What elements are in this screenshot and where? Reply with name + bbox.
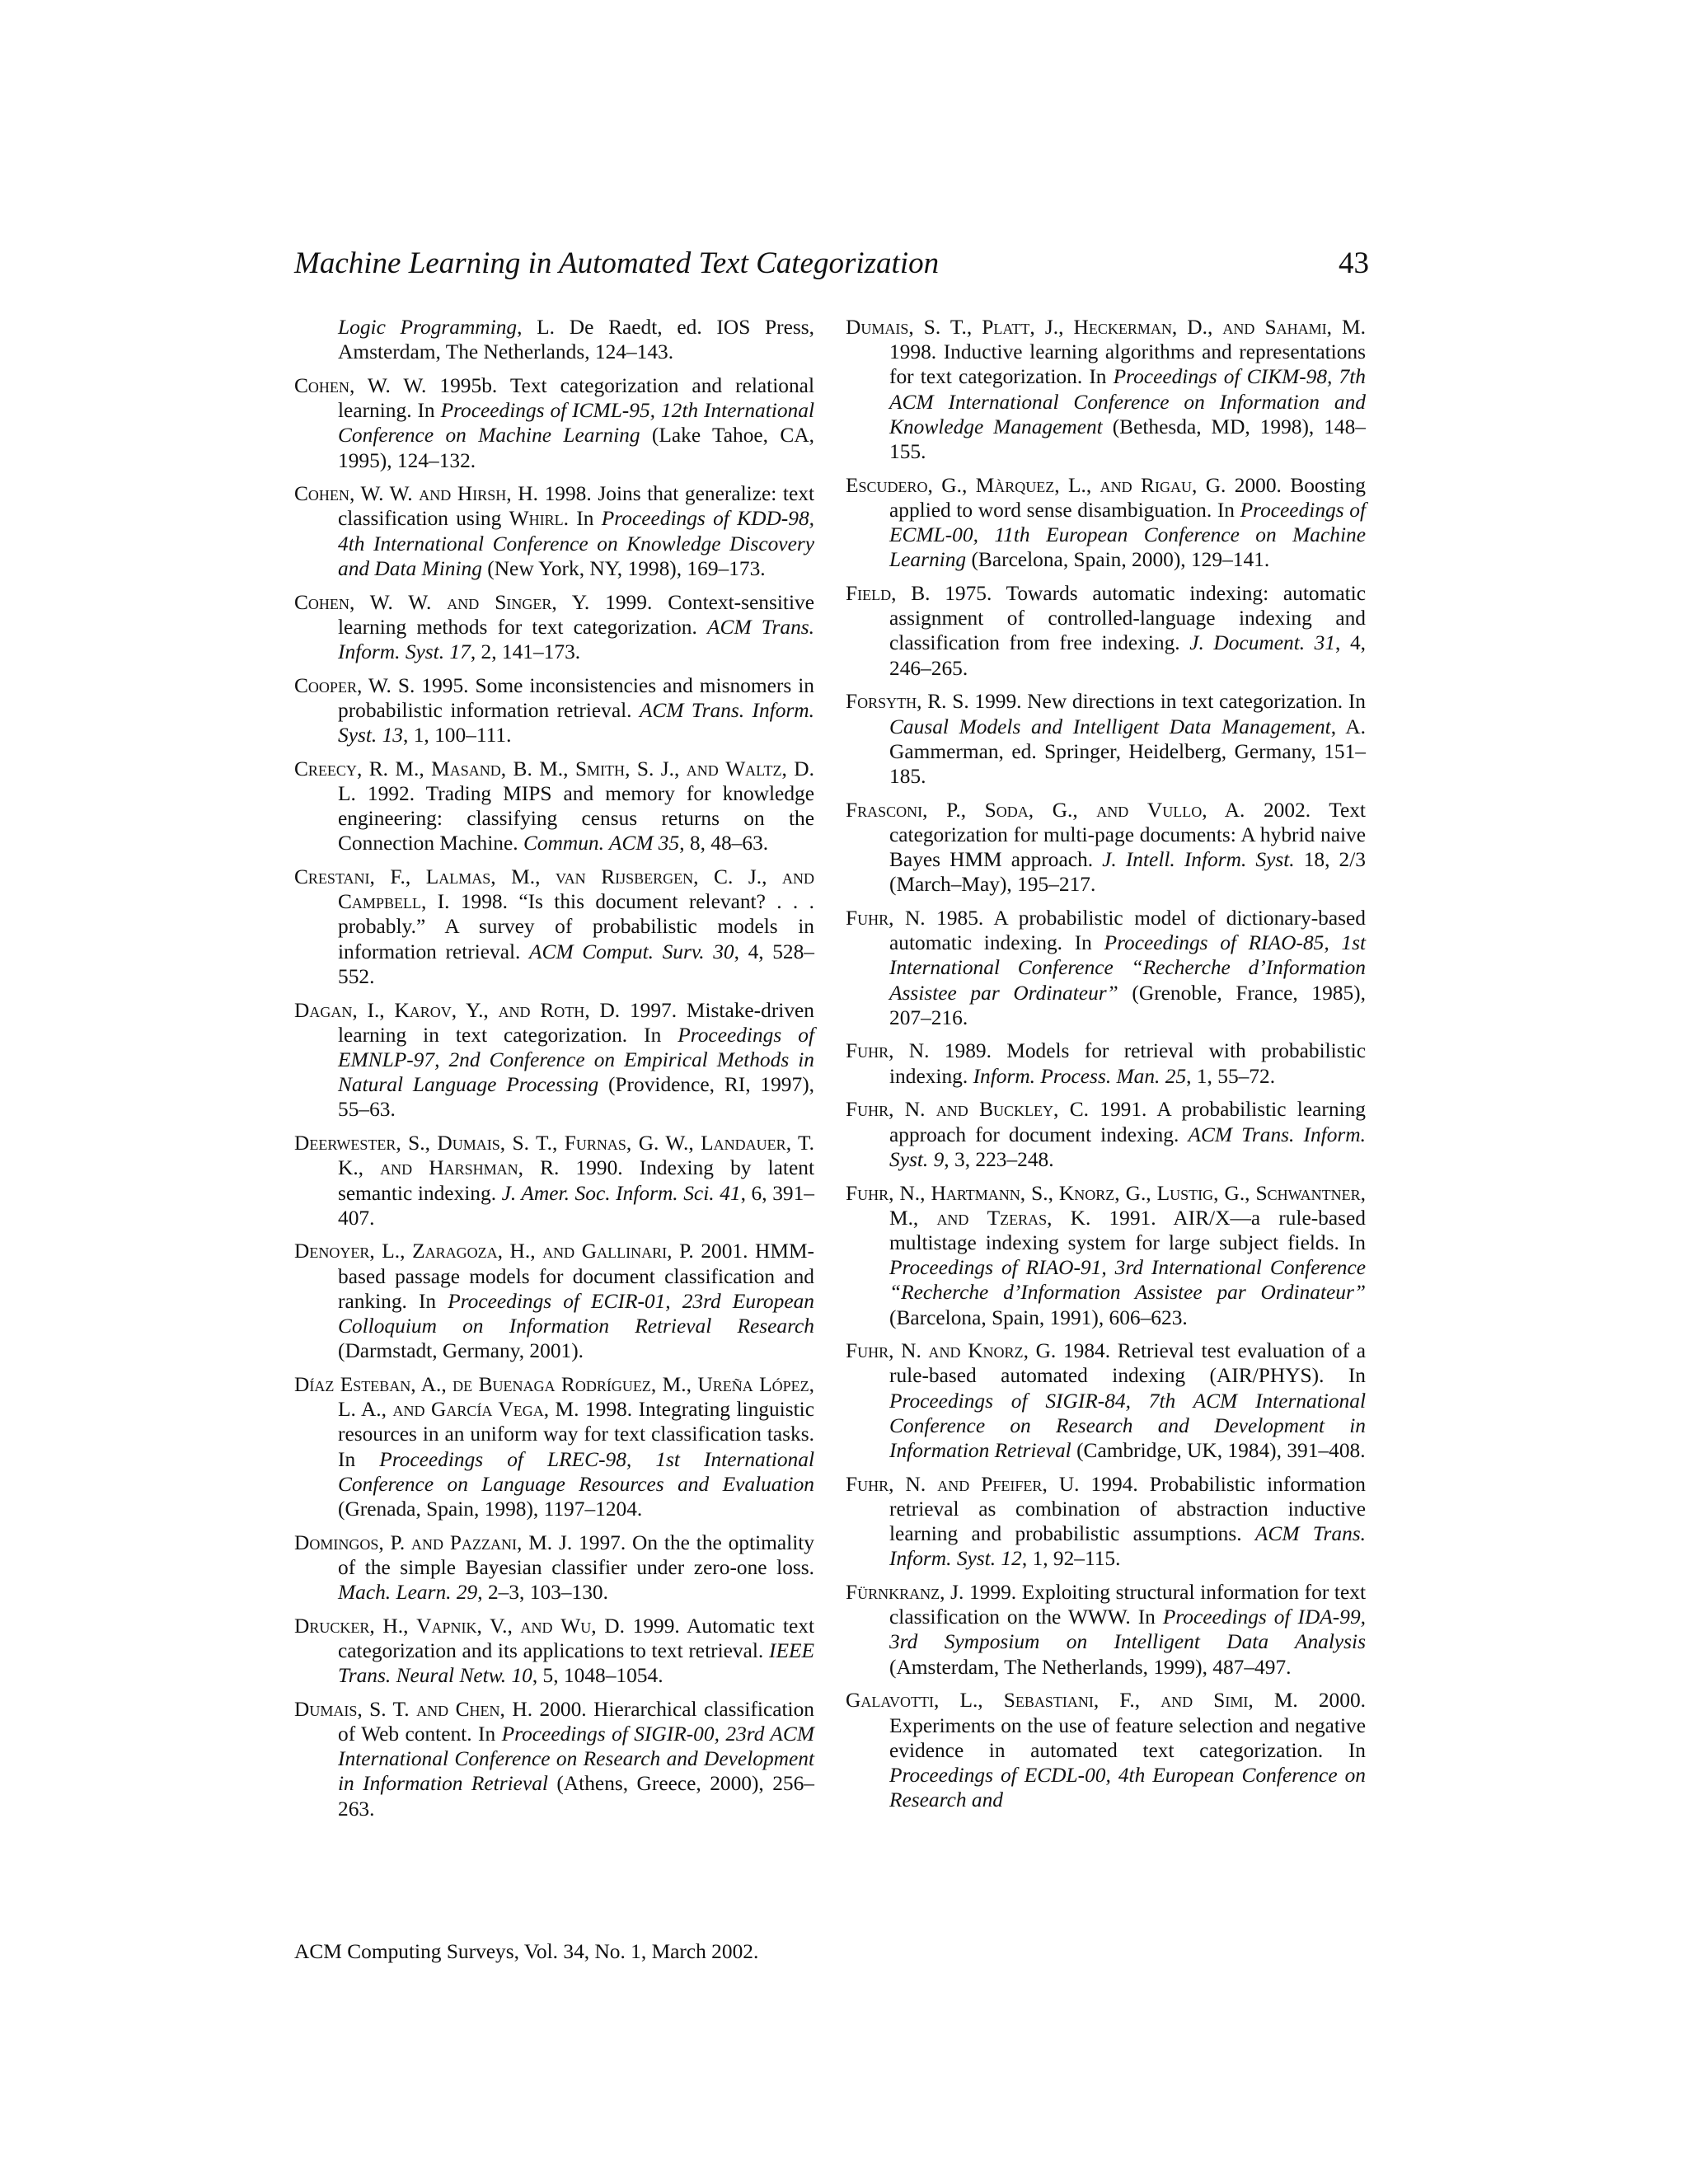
reference-text: , 8, 48–63. <box>679 832 769 855</box>
page-number: 43 <box>1339 246 1369 280</box>
reference-text: , W. W. 1995b. Text categorization and relational learning. In <box>338 373 814 423</box>
reference-author: Díaz Esteban <box>294 1372 411 1396</box>
reference-venue: J. Amer. Soc. Inform. Sci. 41 <box>501 1181 741 1205</box>
reference-text: , M., <box>490 865 556 889</box>
reference-text: (Darmstadt, Germany, 2001). <box>338 1339 584 1363</box>
reference-author: and <box>542 1240 575 1263</box>
reference-text: , G., <box>927 473 976 497</box>
reference-author: and <box>686 757 719 780</box>
reference-text: , 2–3, 103–130. <box>477 1581 608 1605</box>
reference-text: , S., <box>1020 1181 1059 1205</box>
reference-text: , G., <box>1028 798 1097 822</box>
reference-entry <box>846 798 1366 898</box>
reference-text: , W. W. <box>349 482 420 506</box>
reference-text <box>969 1473 981 1496</box>
reference-author: Denoyer <box>294 1240 370 1263</box>
reference-venue: J. Document. 31 <box>1189 631 1336 655</box>
reference-venue: Proceedings of CIKM-98, 7th ACM International Conference on Information and Knowledge Management <box>889 365 1366 438</box>
reference-text: , R. 1990. Indexing by latent semantic indexing. <box>338 1156 814 1205</box>
reference-text: , S., <box>396 1132 438 1155</box>
reference-text <box>553 1615 561 1638</box>
reference-author: and <box>380 1156 413 1180</box>
reference-text <box>1132 474 1141 497</box>
reference-entry <box>294 1239 814 1363</box>
reference-text <box>531 999 541 1022</box>
running-title: Machine Learning in Automated Text Categorization <box>294 246 940 280</box>
reference-entry <box>846 581 1366 681</box>
reference-text <box>443 1531 450 1554</box>
reference-text: , W. S. 1995. Some inconsistencies and misnomers in probabilistic information retrieval. <box>338 673 814 722</box>
reference-author: Deerwester <box>294 1132 396 1155</box>
reference-author: Roth <box>540 998 585 1022</box>
reference-author: Dumais <box>846 316 909 339</box>
reference-venue: Proceedings of EMNLP-97, 2nd Conference on Empirical Methods in Natural Language Processing <box>338 1023 814 1097</box>
reference-text <box>1193 1689 1213 1712</box>
reference-text: , L. A., <box>338 1372 814 1422</box>
reference-text: (Cambridge, UK, 1984), 391–408. <box>1071 1439 1366 1463</box>
reference-text: , R. S. 1999. New directions in text categorization. In <box>917 690 1366 714</box>
reference-entry <box>846 1338 1366 1463</box>
reference-author: Simi <box>1213 1689 1249 1713</box>
reference-text: (Grenoble, France, 1985), 207–216. <box>889 981 1366 1029</box>
reference-text: , 4, 528–552. <box>338 940 814 988</box>
reference-author: Dagan <box>294 998 353 1022</box>
reference-author: Escudero <box>846 473 928 497</box>
reference-author: Fuhr <box>846 1098 889 1122</box>
reference-venue: ACM Comput. Surv. 30 <box>529 940 734 963</box>
reference-entry <box>294 1372 814 1521</box>
reference-text: , F., <box>369 865 426 889</box>
reference-entry <box>846 906 1366 1030</box>
reference-text: , P., <box>922 798 985 822</box>
reference-author: and <box>520 1614 553 1638</box>
reference-text: , K. 1991. AIR/X—a rule-based multistage indexing system for large subject fields. In <box>889 1206 1366 1254</box>
reference-author: Hirsh <box>457 482 507 506</box>
reference-author: Fuhr <box>846 1472 889 1496</box>
reference-author: Field <box>846 582 892 606</box>
reference-author: Forsyth <box>846 690 917 714</box>
reference-entry <box>846 1097 1366 1172</box>
reference-entry <box>294 590 814 665</box>
reference-text <box>719 757 725 780</box>
reference-author: and <box>936 1206 969 1230</box>
reference-venue: Proceedings of SIGIR-84, 7th ACM International Conference on Research and Development in Information Retrieval <box>889 1389 1366 1463</box>
reference-author: Pfeifer <box>981 1472 1043 1496</box>
reference-text <box>412 1156 429 1179</box>
reference-entry <box>294 673 814 748</box>
reference-author: Fuhr <box>846 906 889 930</box>
reference-author: Masand <box>431 757 501 780</box>
reference-author: Pazzani <box>449 1530 518 1554</box>
reference-text: , F., <box>1093 1689 1161 1713</box>
reference-venue: ACM Trans. Inform. Syst. 12 <box>889 1522 1366 1571</box>
reference-text: , D., <box>1171 316 1223 339</box>
reference-text: , N. <box>889 1472 938 1496</box>
reference-text: , H., <box>369 1614 417 1638</box>
reference-author: and <box>392 1398 425 1422</box>
reference-text: , M., <box>650 1372 698 1396</box>
reference-author: Waltz <box>725 757 782 780</box>
reference-text: (Lake Tahoe, CA, 1995), 124–132. <box>338 424 815 472</box>
reference-text: , T. K., <box>338 1132 814 1180</box>
reference-author: and <box>1100 473 1132 497</box>
reference-text <box>479 591 495 614</box>
reference-author: Tzeras <box>987 1206 1048 1230</box>
reference-text: , A., <box>410 1372 453 1396</box>
reference-author: van Rijsbergen <box>555 865 694 889</box>
reference-author: Knorz <box>1058 1181 1115 1205</box>
reference-author: Heckerman <box>1073 316 1172 339</box>
reference-author: Fuhr <box>846 1039 889 1063</box>
reference-text: , Y., <box>451 998 499 1022</box>
reference-entry <box>846 1038 1366 1088</box>
reference-text <box>448 1698 455 1721</box>
reference-author: Gallinari <box>581 1240 668 1263</box>
reference-text: , M. 1998. Integrating linguistic resources in an uniform way for text classification tasks. In <box>338 1398 814 1471</box>
reference-author: Furnas <box>564 1132 626 1155</box>
reference-author: Fürnkranz <box>846 1581 940 1605</box>
reference-author: Zaragoza <box>412 1240 498 1263</box>
reference-text: , 3, 223–248. <box>944 1147 1054 1171</box>
reference-text: , S. T., <box>908 316 982 339</box>
reference-text: , D. 1997. Mistake-driven learning in text categorization. In <box>338 998 814 1047</box>
reference-author: and <box>498 998 531 1022</box>
reference-author: Creecy <box>294 757 357 780</box>
reference-author: and <box>937 1472 970 1496</box>
reference-author: Crestani <box>294 865 370 889</box>
reference-venue: Proceedings of ECML-00, 11th European Conference on Machine Learning <box>889 498 1366 572</box>
reference-text: , L. De Raedt, ed. IOS Press, Amsterdam, The Netherlands, 124–143. <box>338 316 814 364</box>
reference-author: Hartmann <box>931 1181 1020 1205</box>
reference-author: Lustig <box>1156 1181 1214 1205</box>
reference-text <box>574 1240 582 1263</box>
reference-author: Sebastiani <box>1003 1689 1094 1713</box>
reference-venue: ACM Trans. Inform. Syst. 17 <box>338 615 815 663</box>
reference-text: , G. W., <box>626 1132 701 1155</box>
reference-author: Schwantner <box>1255 1181 1361 1205</box>
reference-text: . In <box>563 507 602 531</box>
reference-venue: Proceedings of IDA-99, 3rd Symposium on Intelligent Data Analysis <box>889 1605 1366 1654</box>
reference-venue: Proceedings of RIAO-91, 3rd International Conference “Recherche d’Information Assistee par Ordinateur” <box>889 1256 1366 1305</box>
reference-entry <box>846 315 1366 464</box>
reference-author: and <box>416 1697 449 1721</box>
reference-author: Fuhr <box>846 1339 889 1363</box>
reference-entry <box>846 1580 1366 1680</box>
reference-author: Rigau <box>1141 473 1192 497</box>
reference-author: Landauer <box>701 1132 786 1155</box>
reference-author: and <box>447 590 480 614</box>
reference-text: (Barcelona, Spain, 2000), 129–141. <box>966 548 1270 572</box>
reference-text <box>424 1398 431 1421</box>
reference-entry <box>294 1131 814 1230</box>
reference-entry <box>294 998 814 1122</box>
reference-author: Frasconi <box>846 798 923 822</box>
reference-author: Platt <box>982 316 1030 339</box>
reference-text: , D. L. 1992. Trading MIPS and memory for knowledge engineering: classifying census returns on the Connection Machine. <box>338 757 814 855</box>
reference-author: Cohen <box>294 590 349 614</box>
reference-text: , G., <box>1114 1181 1157 1205</box>
reference-text: (Bethesda, MD, 1998), 148–155. <box>889 415 1367 464</box>
reference-text: , S. T. <box>357 1697 417 1721</box>
reference-author: Singer <box>495 590 552 614</box>
reference-venue: Proceedings of ECDL-00, 4th European Conference on Research and <box>889 1763 1366 1812</box>
reference-text: 18, 2/3 (March–May), 195–217. <box>889 848 1366 897</box>
reference-text: , L., <box>1054 473 1100 497</box>
reference-text: , A. 2002. Text categorization for multi-page documents: A hybrid naive Bayes HMM approach. <box>889 798 1366 872</box>
reference-text: , J., <box>1029 316 1074 339</box>
reference-text: , L., <box>369 1240 413 1263</box>
reference-text <box>1254 316 1264 339</box>
reference-text: , N., <box>889 1181 931 1205</box>
reference-text: , A. Gammerman, ed. Springer, Heidelberg, Germany, 151–185. <box>889 715 1366 788</box>
reference-author: Whirl <box>509 507 564 531</box>
reference-author: Smith <box>574 757 626 780</box>
reference-text: , H. 1998. Joins that generalize: text classification using <box>338 482 815 531</box>
reference-author: Ureña López <box>697 1372 809 1396</box>
reference-text: , L., <box>934 1689 1004 1713</box>
reference-author: Sahami <box>1264 316 1327 339</box>
reference-text: , I., <box>352 998 395 1022</box>
reference-author: de Buenaga Rodríguez <box>452 1372 651 1396</box>
reference-venue: Proceedings of ICML-95, 12th International Conference on Machine Learning <box>338 399 815 448</box>
reference-text: , N. 1985. A probabilistic model of dictionary-based automatic indexing. In <box>889 906 1366 955</box>
reference-author: and <box>1160 1689 1193 1713</box>
reference-text: , 2, 141–173. <box>470 640 581 663</box>
reference-author: and <box>928 1339 961 1363</box>
reference-text: , N. <box>889 1339 929 1363</box>
reference-text: , J. 1999. Exploiting structural information for text classification on the WWW. In <box>889 1581 1366 1629</box>
reference-venue: Logic Programming <box>338 316 518 339</box>
reference-author: Buckley <box>979 1098 1054 1122</box>
reference-venue: J. Intell. Inform. Syst. <box>1102 848 1295 872</box>
reference-author: and <box>1222 316 1255 339</box>
reference-author: Cohen <box>294 373 349 397</box>
reference-text: , S. T., <box>499 1132 565 1155</box>
reference-author: Galavotti <box>846 1689 934 1713</box>
reference-text: , U. 1994. Probabilistic information retrieval as combination of abstraction inductive learning and probabilistic assumptions. <box>889 1472 1366 1546</box>
reference-text: , B. M., <box>500 757 575 780</box>
reference-entry <box>294 373 814 473</box>
reference-entry <box>846 1181 1366 1330</box>
reference-text: , B. 1975. Towards automatic indexing: automatic assignment of controlled-language indexing and classification from free indexing. <box>889 582 1366 655</box>
reference-text: , H., <box>497 1240 543 1263</box>
reference-venue: ACM Trans. Inform. Syst. 13 <box>338 698 814 748</box>
reference-text: , 1, 92–115. <box>1021 1547 1121 1571</box>
reference-author: Wu <box>560 1614 592 1638</box>
reference-text <box>968 1207 987 1230</box>
reference-text: , 1, 55–72. <box>1186 1064 1276 1088</box>
reference-author: Domingos <box>294 1530 379 1554</box>
reference-author: Dumais <box>294 1697 358 1721</box>
reference-author: and <box>935 1098 968 1122</box>
reference-author: Chen <box>455 1697 500 1721</box>
reference-venue: Mach. Learn. 29 <box>338 1581 478 1605</box>
reference-text: , G. 2000. Boosting applied to word sense disambiguation. In <box>889 473 1366 522</box>
reference-text: , V., <box>476 1614 521 1638</box>
reference-author: and <box>1096 798 1129 822</box>
reference-entry <box>294 757 814 856</box>
reference-venue: Proceedings of ECIR-01, 23rd European Colloquium on Information Retrieval Research <box>338 1289 814 1338</box>
reference-author: Harshman <box>429 1156 518 1180</box>
reference-text: (Barcelona, Spain, 1991), 606–623. <box>889 1305 1188 1329</box>
reference-text: (Athens, Greece, 2000), 256–263. <box>338 1772 814 1821</box>
reference-text: , D. 1999. Automatic text categorization and its applications to text retrieval. <box>338 1614 815 1662</box>
references-right-column <box>846 315 1366 1821</box>
reference-text: , I. 1998. “Is this document relevant? . . . probably.” A survey of probabilistic models in information retrieval. <box>338 890 814 963</box>
reference-author: and <box>419 482 452 506</box>
reference-entry <box>294 481 814 581</box>
reference-entry <box>294 1697 814 1821</box>
reference-author: García Vega <box>430 1398 544 1422</box>
reference-text: , G., <box>1213 1181 1256 1205</box>
reference-author: Karov <box>394 998 452 1022</box>
reference-venue: Proceedings of RIAO-85, 1st International Conference “Recherche d’Information Assistee par Ordinateur” <box>889 931 1367 1005</box>
reference-entry <box>294 1614 814 1689</box>
reference-text <box>451 482 457 505</box>
reference-text: , W. W. <box>349 590 448 614</box>
reference-text: , P. <box>378 1530 412 1554</box>
reference-author: Fuhr <box>846 1181 889 1205</box>
journal-footer: ACM Computing Surveys, Vol. 34, No. 1, March 2002. <box>294 1940 759 1963</box>
reference-text: , M. 2000. Experiments on the use of feature selection and negative evidence in automated text categorization. In <box>889 1689 1366 1762</box>
reference-text: , G. 1984. Retrieval test evaluation of a rule-based automated indexing (AIR/PHYS). In <box>889 1339 1366 1388</box>
reference-text: , N. 1989. Models for retrieval with probabilistic indexing. <box>889 1039 1366 1088</box>
reference-text: , 5, 1048–1054. <box>532 1664 663 1688</box>
reference-venue: Commun. ACM 35 <box>523 832 680 855</box>
reference-author: Cooper <box>294 673 357 697</box>
reference-text: , M. 1998. Inductive learning algorithms and representations for text categorization. In <box>889 316 1366 389</box>
reference-text: (Providence, RI, 1997), 55–63. <box>338 1073 814 1122</box>
reference-entry <box>846 689 1366 789</box>
reference-text: , S. J., <box>625 757 687 780</box>
reference-author: Knorz <box>968 1339 1024 1363</box>
reference-author: Dumais <box>437 1132 500 1155</box>
reference-entry <box>294 865 814 989</box>
reference-author: Soda <box>984 798 1029 822</box>
reference-text <box>968 1098 979 1121</box>
reference-author: Màrquez <box>975 473 1055 497</box>
reference-author: Campbell <box>338 890 421 914</box>
reference-text: , 6, 391–407. <box>338 1181 814 1230</box>
reference-text: (Grenada, Spain, 1998), 1197–1204. <box>338 1497 643 1521</box>
reference-text: , M. J. 1997. On the the optimality of the simple Bayesian classifier under zero-one loss. <box>338 1530 815 1579</box>
reference-text: , C. 1991. A probabilistic learning approach for document indexing. <box>889 1098 1366 1146</box>
reference-entry <box>294 315 814 364</box>
reference-text: , H. 2000. Hierarchical classification of Web content. In <box>338 1697 814 1746</box>
reference-text: (Amsterdam, The Netherlands, 1999), 487–497. <box>889 1655 1292 1679</box>
reference-author: Vapnik <box>416 1614 477 1638</box>
reference-author: and <box>782 865 814 889</box>
reference-text: , Y. 1999. Context-sensitive learning methods for text categorization. <box>338 590 814 639</box>
reference-entry <box>294 1530 814 1605</box>
reference-text: , P. 2001. HMM-based passage models for document classification and ranking. In <box>338 1240 814 1313</box>
reference-text <box>1128 799 1147 822</box>
reference-entry <box>846 1688 1366 1812</box>
reference-author: Vullo <box>1146 798 1203 822</box>
references-left-column <box>294 315 814 1830</box>
reference-entry <box>846 1472 1366 1572</box>
reference-text <box>961 1339 968 1362</box>
reference-venue: IEEE Trans. Neural Netw. 10 <box>338 1638 814 1688</box>
reference-text: , 4, 246–265. <box>889 631 1366 680</box>
reference-author: and <box>411 1530 444 1554</box>
reference-text: , 1, 100–111. <box>403 724 512 748</box>
reference-text: (New York, NY, 1998), 169–173. <box>481 556 766 580</box>
reference-text: , N. <box>889 1098 936 1122</box>
reference-venue: Inform. Process. Man. 25 <box>973 1064 1187 1088</box>
reference-venue: Proceedings of KDD-98, 4th International Conference on Knowledge Discovery and Data Mining <box>338 507 814 580</box>
reference-text: , C. J., <box>693 865 782 889</box>
reference-author: Drucker <box>294 1614 370 1638</box>
reference-author: Lalmas <box>425 865 491 889</box>
reference-venue: Proceedings of SIGIR-00, 23rd ACM International Conference on Research and Development in Information Retrieval <box>338 1722 814 1796</box>
reference-venue: Proceedings of LREC-98, 1st International Conference on Language Resources and Evaluation <box>338 1447 814 1496</box>
reference-author: Cohen <box>294 482 349 506</box>
reference-entry <box>846 473 1366 573</box>
reference-venue: Causal Models and Intelligent Data Management <box>889 715 1331 738</box>
reference-text: , M., <box>889 1181 1367 1230</box>
reference-venue: ACM Trans. Inform. Syst. 9 <box>889 1122 1366 1171</box>
reference-text: , R. M., <box>356 757 432 780</box>
